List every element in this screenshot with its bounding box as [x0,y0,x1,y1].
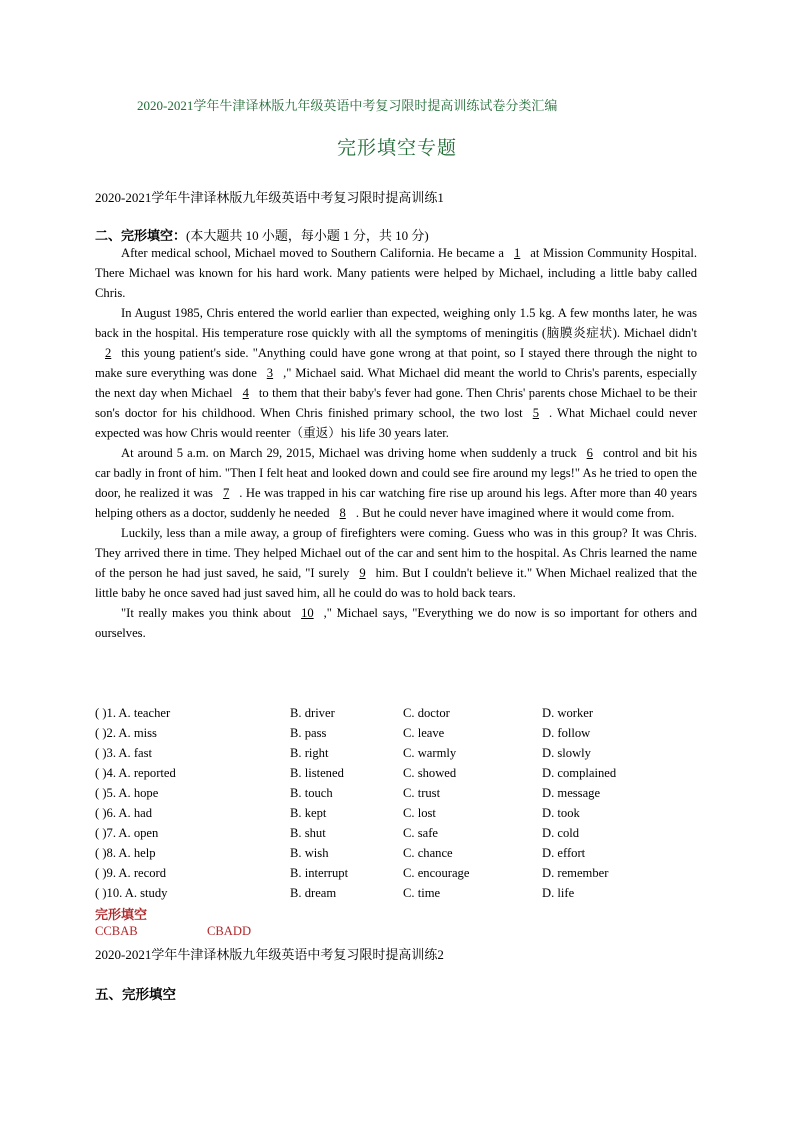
blank-3[interactable]: 3 [266,366,274,380]
question-option-a[interactable]: ( )9. A. record [95,866,166,880]
passage-paragraph [95,243,697,303]
passage-text: At around 5 a.m. on March 29, 2015, Michael was driving home when suddenly a truck [121,446,577,460]
passage-text: . What Michael could never expected was how Chris would reenter（重返）his life 30 years later. [95,406,698,440]
option-c[interactable]: C. warmly [403,746,457,760]
passage-text: to them that their baby's fever had gone. Then Chris' parents chose Michael to be their son's doctor for his childhood. When Chris finished primary school, the two lost [95,386,698,420]
passage-paragraph [95,603,697,643]
cloze-passage [95,243,697,643]
option-b[interactable]: B. right [290,746,329,760]
section-heading [95,225,429,244]
question-row [95,723,715,743]
document-collection-title: 2020-2021学年牛津译林版九年级英语中考复习限时提高训练试卷分类汇编 [137,98,558,113]
option-d[interactable]: D. worker [542,706,594,720]
section-label: 二、完形填空： [95,228,187,243]
question-option-a[interactable]: ( )3. A. fast [95,746,153,760]
passage-text: ," Michael said. What Michael did meant the world to Chris's parents, especially the next day when Michael [95,366,697,400]
question-row [95,823,715,843]
option-d[interactable]: D. follow [542,726,591,740]
option-c[interactable]: C. doctor [403,706,450,720]
topic-title: 完形填空专题 [336,138,457,159]
blank-7[interactable]: 7 [222,486,230,500]
question-row [95,863,715,883]
passage-text: ," Michael says, "Everything we do now is so important for others and ourselves. [95,606,697,640]
question-row [95,743,715,763]
question-option-a[interactable]: ( )1. A. teacher [95,706,171,720]
option-d[interactable]: D. complained [542,766,617,780]
question-row [95,783,715,803]
option-b[interactable]: B. pass [290,726,327,740]
question-row [95,843,715,863]
passage-text: control and bit his car badly in front of him. "Then I felt heat and looked down and could see fire around my legs!" As he tried to open the door, he realized it was [95,446,698,500]
option-d[interactable]: D. took [542,806,580,820]
passage-text: "It really makes you think about [121,606,292,620]
answer-group-1: CCBAB [95,924,138,938]
passage-text: In August 1985, Chris entered the world earlier than expected, weighing only 1.5 kg. A few months later, he was back in the hospital. His temperature rose quickly with all the symptoms of meningitis (脑膜炎症状). Michael didn't [95,306,697,340]
passage-text: at Mission Community Hospital. There Michael was known for his hard work. Many patients were helped by Michael, including a little baby called Chris. [95,246,697,300]
passage-text: Luckily, less than a mile away, a group of firefighters were coming. Guess who was in this group? It was Chris. They arrived there in time. They helped Michael out of the car and sent him to the hospital. As Chris learned the name of the person he had just saved, he said, "I surely [95,526,697,580]
option-b[interactable]: B. wish [290,846,329,860]
option-c[interactable]: C. trust [403,786,441,800]
blank-6[interactable]: 6 [586,446,593,460]
option-b[interactable]: B. touch [290,786,333,800]
option-d[interactable]: D. effort [542,846,586,860]
question-row [95,703,715,723]
blank-10[interactable]: 10 [301,606,314,620]
passage-text: After medical school, Michael moved to Southern California. He became a [121,246,504,260]
section-note: (本大题共 10 小题，每小题 1 分，共 10 分) [186,228,429,243]
exercise-1-title: 2020-2021学年牛津译林版九年级英语中考复习限时提高训练1 [95,190,444,205]
option-d[interactable]: D. remember [542,866,609,880]
blank-4[interactable]: 4 [242,386,249,400]
question-option-a[interactable]: ( )6. A. had [95,806,153,820]
passage-paragraph [95,303,697,443]
option-b[interactable]: B. interrupt [290,866,349,880]
options-list [95,703,715,903]
answer-heading: 完形填空 [95,907,148,922]
question-row [95,803,715,823]
blank-1[interactable]: 1 [513,246,521,260]
question-row [95,883,715,903]
option-d[interactable]: D. slowly [542,746,591,760]
blank-5[interactable]: 5 [532,406,539,420]
question-option-a[interactable]: ( )4. A. reported [95,766,176,780]
blank-8[interactable]: 8 [339,506,346,520]
option-c[interactable]: C. lost [403,806,436,820]
option-d[interactable]: D. message [542,786,601,800]
passage-paragraph [95,443,697,523]
blank-9[interactable]: 9 [359,566,366,580]
question-option-a[interactable]: ( )2. A. miss [95,726,157,740]
question-option-a[interactable]: ( )8. A. help [95,846,156,860]
blank-2[interactable]: 2 [105,346,112,360]
question-option-a[interactable]: ( )7. A. open [95,826,159,840]
passage-text: him. But I couldn't believe it." When Michael realized that the little baby he once saved had just saved him, all he could do was to hold back tears. [95,566,697,600]
question-row [95,763,715,783]
option-c[interactable]: C. safe [403,826,438,840]
option-b[interactable]: B. kept [290,806,327,820]
option-c[interactable]: C. time [403,886,441,900]
passage-paragraph [95,523,697,603]
passage-text: . He was trapped in his car watching fire rise up around his legs. After more than 40 years helping others as a doctor, suddenly he needed [95,486,697,520]
option-d[interactable]: D. cold [542,826,580,840]
option-b[interactable]: B. dream [290,886,337,900]
option-c[interactable]: C. leave [403,726,445,740]
question-option-a[interactable]: ( )10. A. study [95,886,168,900]
option-b[interactable]: B. shut [290,826,326,840]
question-option-a[interactable]: ( )5. A. hope [95,786,159,800]
option-b[interactable]: B. driver [290,706,335,720]
option-c[interactable]: C. showed [403,766,457,780]
exercise-2-section-heading: 五、完形填空 [95,987,176,1002]
passage-text: . But he could never have imagined where it would come from. [355,506,675,520]
option-b[interactable]: B. listened [290,766,344,780]
option-c[interactable]: C. chance [403,846,453,860]
exercise-2-title: 2020-2021学年牛津译林版九年级英语中考复习限时提高训练2 [95,947,444,962]
passage-text: this young patient's side. "Anything could have gone wrong at that point, so I stayed there through the night to make sure everything was done [95,346,697,380]
option-d[interactable]: D. life [542,886,575,900]
option-c[interactable]: C. encourage [403,866,470,880]
answer-group-2: CBADD [207,924,252,938]
